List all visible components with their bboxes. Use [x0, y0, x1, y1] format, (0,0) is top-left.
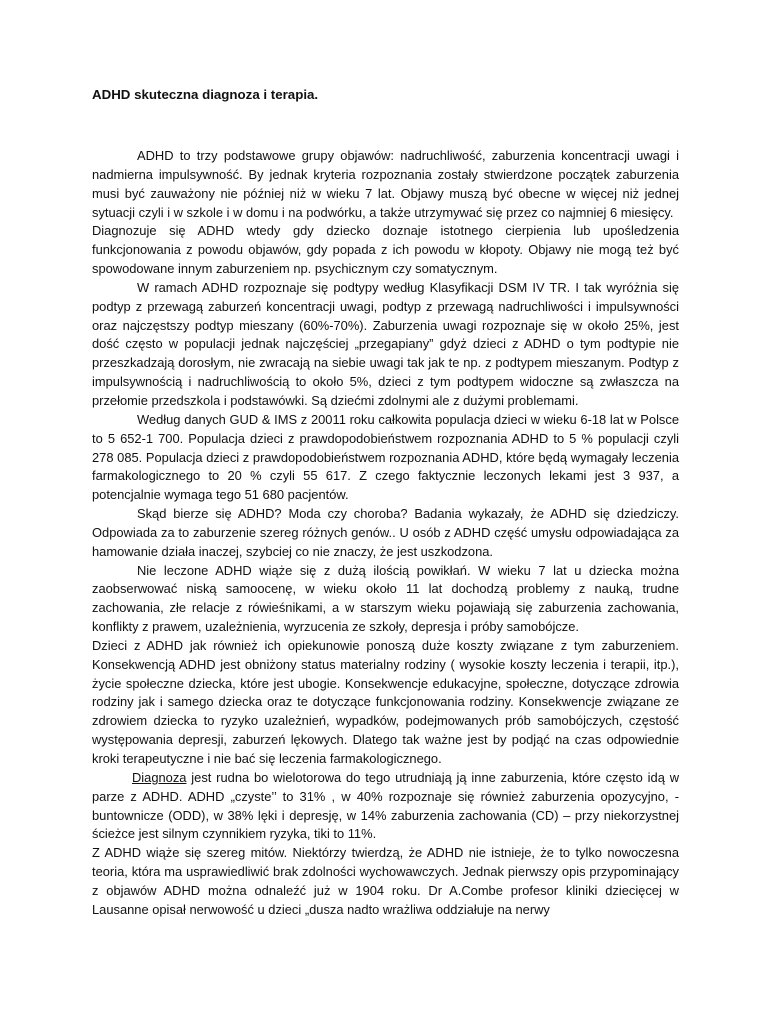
- paragraph-statistics: Według danych GUD & IMS z 20011 roku całkowita populacja dzieci w wieku 6-18 lat w Polsce to 5 652-1 700. Populacja dzieci z prawdopodobieństwem rozpoznania ADHD to 5 % populacji czyli 278 085. Populacja dzieci z prawdopodobieństwem rozpoznania ADHD, które będą wymagały leczenia farmakologicznego to 20 % czyli 55 617. Z czego faktycznie leczonych lekami jest 3 937, a potencjalnie wymaga tego 51 680 pacjentów.: [92, 411, 679, 503]
- document-title: ADHD skuteczna diagnoza i terapia.: [92, 87, 319, 102]
- paragraph-comorbidity: [92, 769, 679, 844]
- document-body: [92, 147, 679, 920]
- paragraph-complications: Nie leczone ADHD wiąże się z dużą ilością powikłań. W wieku 7 lat u dziecka można zaobserwować niską samoocenę, w wieku około 11 lat dochodzą problemy z nauką, trudne zachowania, złe relacje z rówieśnikami, a w starszym wieku pojawiają się zaburzenia zachowania, konflikty z prawem, uzależnienia, wyrzucenia ze szkoły, depresja i próby samobójcze.: [92, 562, 679, 635]
- paragraph-subtypes: W ramach ADHD rozpoznaje się podtypy według Klasyfikacji DSM IV TR. I tak wyróżnia się podtyp z przewagą zaburzeń koncentracji uwagi, podtyp z przewagą nadruchliwości i impulsywności oraz najczęstszy podtyp mieszany (60%-70%). Zaburzenia uwagi rozpoznaje się w około 25%, jest dość często w populacji jednak najczęściej „przegapiany” gdyż dzieci z ADHD o tym podtypie nie przeszkadzają dorosłym, nie zwracają na siebie uwagi tak jak te np. z podtypem mieszanym. Podtyp z impulsywnością i nadruchliwością to około 5%, dzieci z tym podtypem widoczne są zwłaszcza na przełomie przedszkola i podstawówki. Są dziećmi zdolnymi ale z dużymi problemami.: [92, 279, 679, 408]
- paragraph-diagnosis-criteria: Diagnozuje się ADHD wtedy gdy dziecko doznaje istotnego cierpienia lub upośledzenia funkcjonowania z powodu objawów, gdy popada z ich powodu w kłopoty. Objawy nie mogą też być spowodowane innym zaburzeniem np. psychicznym czy somatycznym.: [92, 223, 679, 277]
- paragraph-adhd-overview: ADHD to trzy podstawowe grupy objawów: nadruchliwość, zaburzenia koncentracji uwagi i nadmierna impulsywność. By jednak kryteria rozpoznania zostały stwierdzone początek zaburzenia musi być zauważony nie później niż w wieku 7 lat. Objawy muszą być obecne w więcej niż jednej sytuacji czyli i w szkole i w domu i na podwórku, a także utrzymywać się przez co najmniej 6 miesięcy.: [92, 148, 679, 220]
- comorbidity-text: jest rudna bo wielotorowa do tego utrudniają ją inne zaburzenia, które często idą w parze z ADHD. ADHD „czyste’’ to 31% , w 40% rozpoznaje się również zaburzenia opozycyjno, -buntownicze (ODD), w 38% lęki i depresję, w 14% zaburzenia zachowania (CD) – przy niekorzystnej ścieżce jest silnym czynnikiem ryzyka, tiki to 11%.: [92, 769, 679, 842]
- diagnoza-underlined-word: Diagnoza: [132, 769, 187, 785]
- paragraph-causes: Skąd bierze się ADHD? Moda czy choroba? Badania wykazały, że ADHD się dziedziczy. Odpowiada za to zaburzenie szereg różnych genów.. U osób z ADHD część umysłu odpowiadająca za hamowanie działa inaczej, szybciej co nie znaczy, że jest uszkodzona.: [92, 506, 679, 559]
- paragraph-myths: Z ADHD wiąże się szereg mitów. Niektórzy twierdzą, że ADHD nie istnieje, że to tylko nowoczesna teoria, która ma usprawiedliwić brak zdolności wychowawczych. Jednak pierwszy opis przypominający z objawów ADHD można odnaleźć już w 1904 roku. Dr A.Combe profesor kliniki dziecięcej w Lausanne opisał nerwowość u dzieci „dusza nadto wrażliwa oddziałuje na nerwy: [92, 845, 679, 917]
- paragraph-costs: Dzieci z ADHD jak również ich opiekunowie ponoszą duże koszty związane z tym zaburzeniem. Konsekwencją ADHD jest obniżony status materialny rodziny ( wysokie koszty leczenia i terapii, itp.), życie społeczne dziecka, które jest ubogie. Konsekwencje edukacyjne, społeczne, dotyczące zdrowia rodziny jak i samego dziecka oraz te dotyczące funkcjonowania rodziny. Konsekwencje związane ze zdrowiem dziecka to ryzyko uzależnień, wypadków, podejmowanych prób samobójczych, częstość występowania depresji, zaburzeń lękowych. Dlatego tak ważne jest by podjąć na czas odpowiednie kroki terapeutyczne i nie bać się leczenia farmakologicznego.: [92, 637, 679, 766]
